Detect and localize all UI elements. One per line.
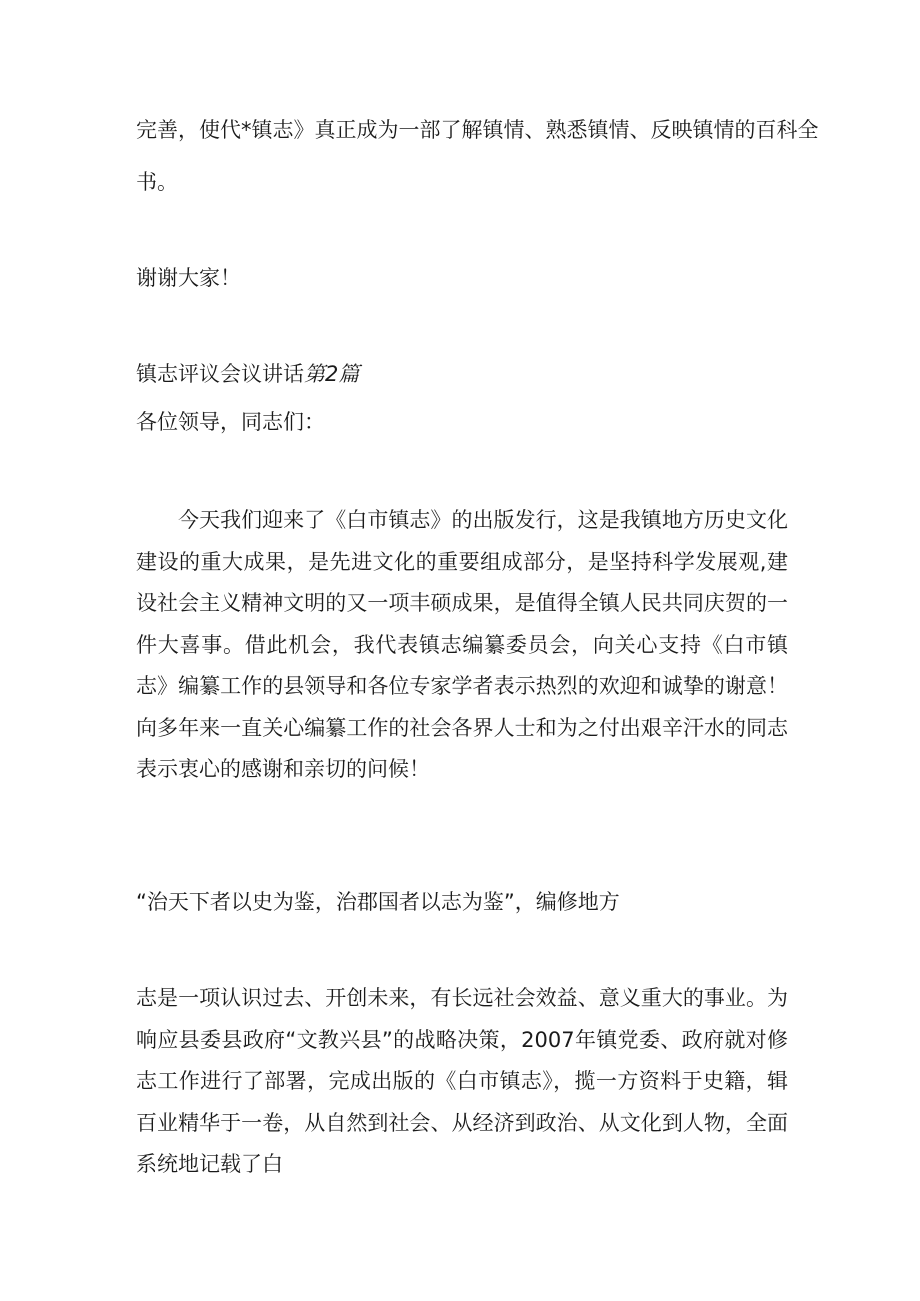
quote-line: “治天下者以史为鉴，治郡国者以志为鉴”，编修地方 (136, 890, 620, 914)
paragraph-1-line-2: 书。 (136, 170, 178, 194)
paragraph-2: 今天我们迎来了《白市镇志》的出版发行，这是我镇地方历史文化建设的重大成果，是先进文化的重要组成部分，是坚持科学发展观,建设社会主义精神文明的又一项丰硕成果，是值得全镇人民共同庆贺的一件大喜事。借此机会，我代表镇志编纂委员会，向关心支持《白市镇志》编纂工作的县领导和各位专家学者表示热烈的欢迎和诚挚的谢意！向多年来一直关心编纂工作的社会各界人士和为之付出艰辛汗水的同志表示衷心的感谢和亲切的问候！ (136, 508, 788, 781)
closing-thanks: 谢谢大家！ (136, 266, 241, 290)
paragraph-1-line-1: 完善，使代*镇志》真正成为一部了解镇情、熟悉镇情、反映镇情的百科全 (136, 118, 819, 142)
salutation: 各位领导，同志们： (136, 410, 325, 434)
section-heading-number: 第2篇 (304, 362, 360, 386)
section-heading (136, 360, 359, 388)
paragraph-3: 志是一项认识过去、开创未来，有长远社会效益、意义重大的事业。为响应县委县政府“文教兴县”的战略决策，2007年镇党委、政府就对修志工作进行了部署，完成出版的《白市镇志》，揽一方资料于史籍，辑百业精华于一卷，从自然到社会、从经济到政治、从文化到人物，全面系统地记载了白 (136, 986, 788, 1176)
section-heading-title: 镇志评议会议讲话 (136, 362, 304, 386)
